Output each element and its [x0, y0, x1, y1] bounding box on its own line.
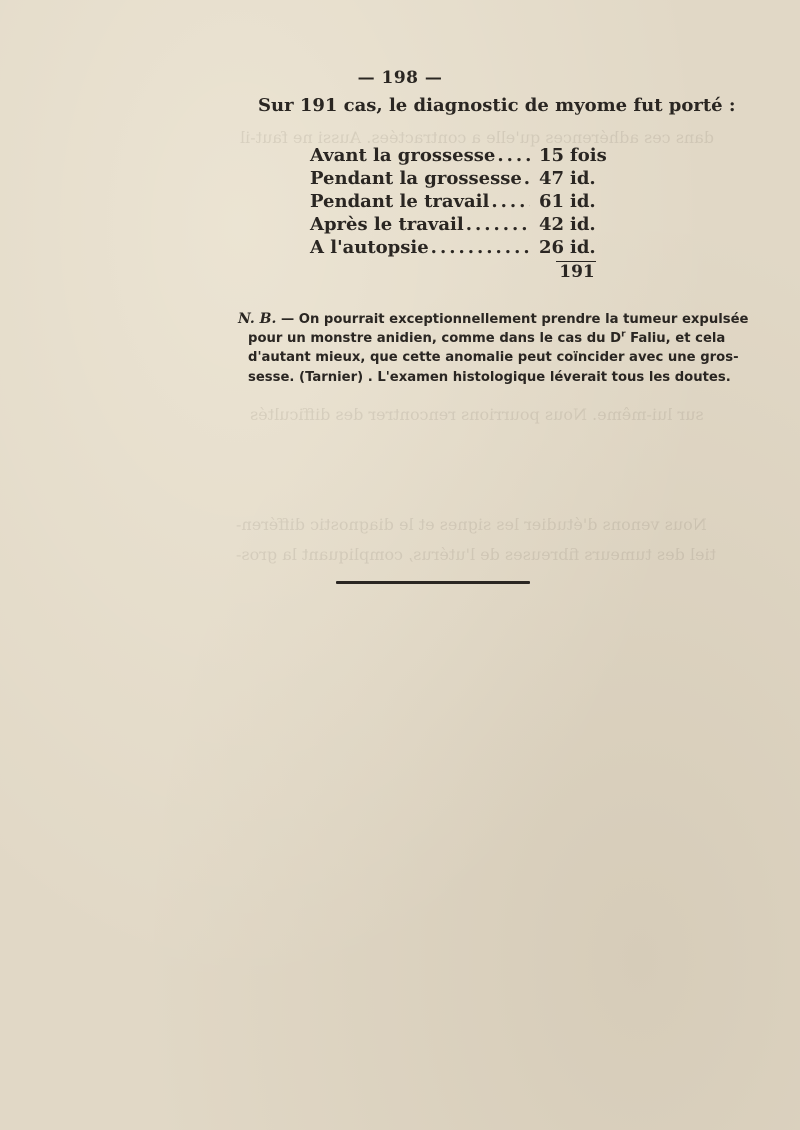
leader-dots [466, 213, 530, 236]
stats-row-unit: id. [570, 237, 596, 258]
stats-row-unit: id. [570, 191, 596, 212]
stats-row-value: 47 [538, 168, 564, 189]
note-line: sesse. (Tarnier) . L'examen histologique léverait tous les doutes. [248, 369, 731, 385]
stats-row-value: 42 [538, 214, 564, 235]
note-prefix: N. B. [238, 311, 277, 327]
bleed-through-text: dans ces adhérences qu'elle a contractées. Aussi ne faut-il [240, 128, 715, 147]
stats-total: 191 [559, 262, 595, 282]
stats-row-label: A l'autopsie [310, 237, 429, 258]
stats-row [310, 190, 626, 213]
stats-row-label: Pendant la grossesse [310, 168, 522, 189]
stats-row-value: 61 [538, 191, 564, 212]
stats-row [310, 167, 626, 190]
stats-row [310, 213, 626, 236]
leader-dots [524, 167, 530, 190]
intro-sentence: Sur 191 cas, le diagnostic de myome fut porté : [258, 95, 736, 116]
stats-row-label: Après le travail [310, 214, 464, 235]
leader-dots [431, 236, 530, 259]
note-superscript: r [621, 329, 626, 340]
bleed-through-text: Nous venons d'étudier les signes et le diagnostic différen- [236, 515, 707, 534]
stats-row-label: Avant la grossesse [310, 145, 496, 166]
note-text: — On pourrait exceptionnellement prendre la tumeur expulsée [280, 312, 749, 327]
stats-row-unit: id. [570, 168, 596, 189]
stats-row [310, 236, 626, 259]
stats-row-value: 15 [538, 145, 564, 166]
bleed-through-text: tiel des tumeurs fibreuses de l'utérus, compliquant la gros- [236, 545, 717, 564]
stats-row [310, 144, 626, 167]
note-line: d'autant mieux, que cette anomalie peut coïncider avec une gros- [248, 350, 739, 366]
bleed-through-text: sur lui-même. Nous pourrions rencontrer des difficultés [250, 405, 704, 424]
note-line [238, 329, 726, 348]
section-divider [336, 581, 530, 584]
leader-dots [491, 190, 530, 213]
stats-row-unit: id. [570, 214, 596, 235]
note-line [238, 310, 749, 329]
nota-bene-note [238, 310, 749, 387]
stats-row-unit: fois [570, 145, 607, 166]
leader-dots [497, 144, 530, 167]
diagnosis-stats-table [310, 144, 626, 259]
stats-row-label: Pendant le travail [310, 191, 490, 212]
note-text: Faliu, et cela [625, 331, 726, 347]
page-number: — 198 — [357, 68, 443, 88]
note-text: pour un monstre anidien, comme dans le cas du D [248, 331, 622, 347]
stats-row-value: 26 [538, 237, 564, 258]
